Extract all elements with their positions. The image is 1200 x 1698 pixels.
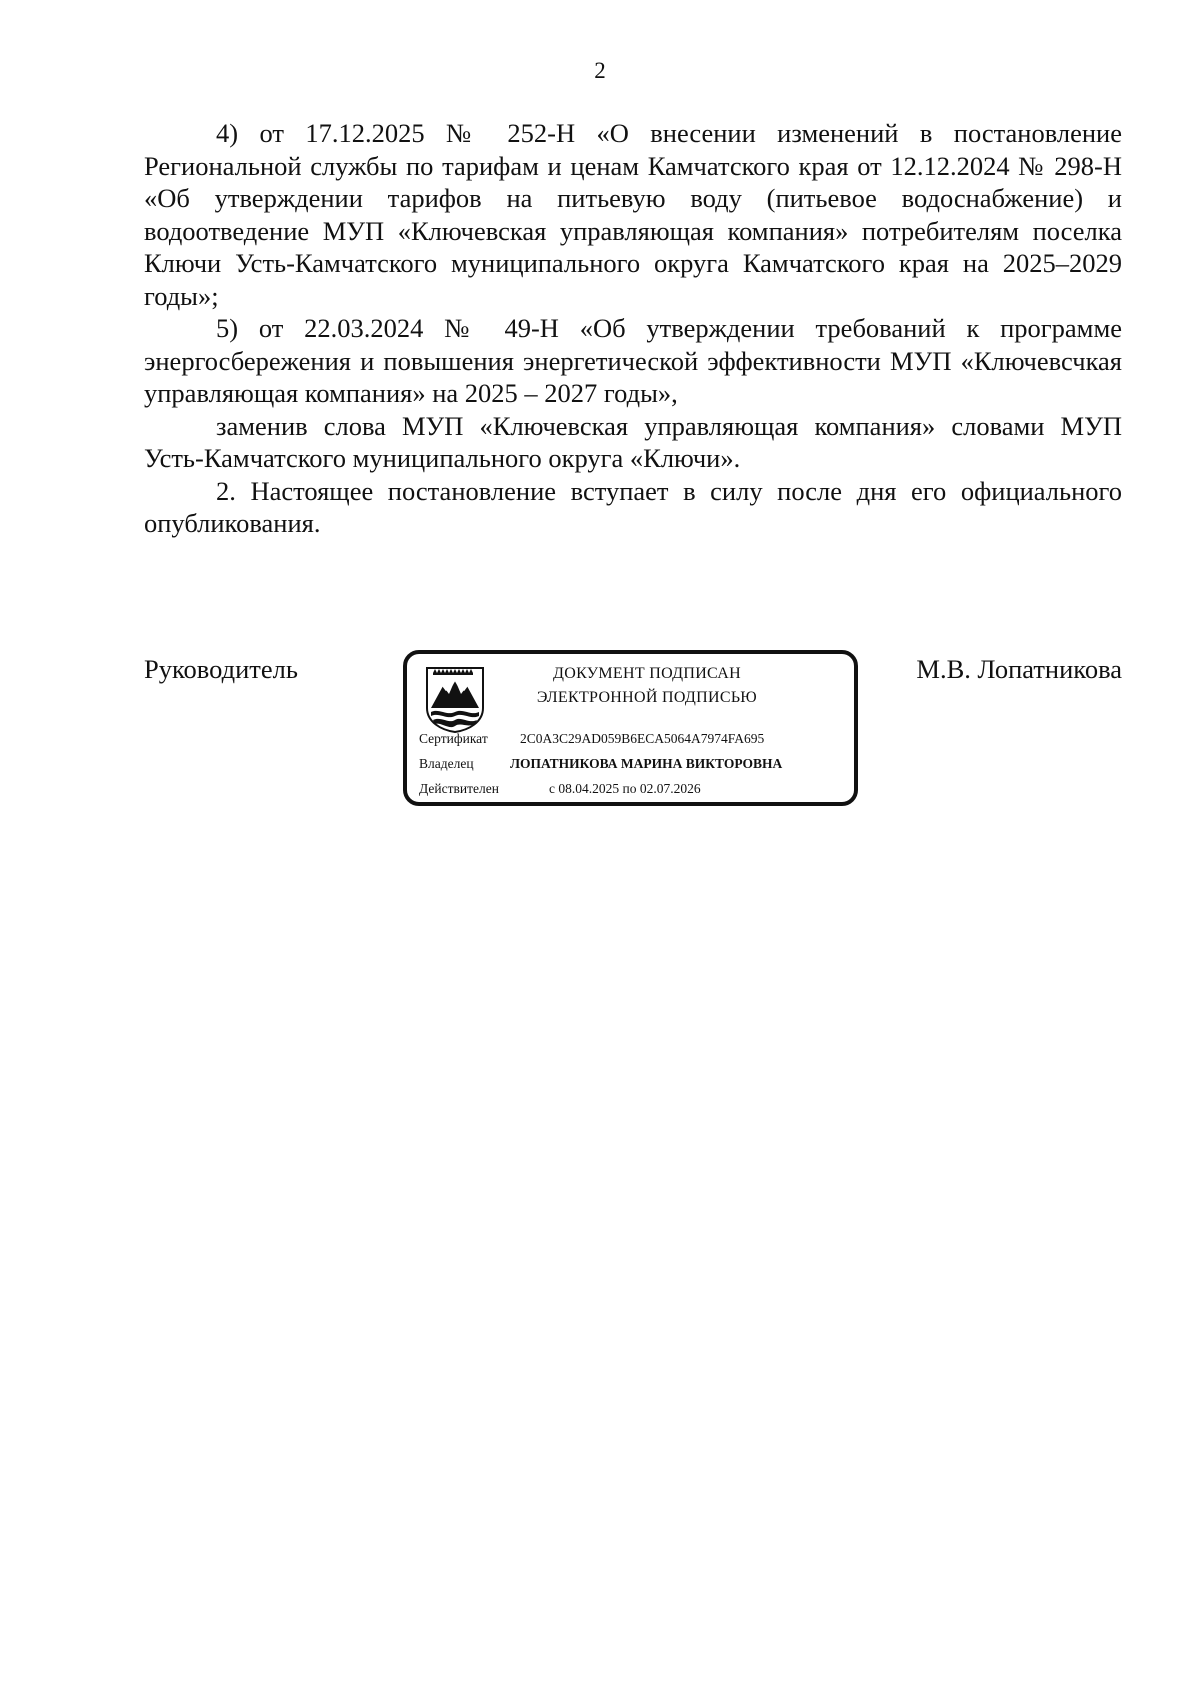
owner-label: Владелец [419,756,474,771]
paragraph-item-5: 5) от 22.03.2024 № 49-Н «Об утверждении требований к программе энергосбережения и повышения энергетической эффективности МУП «Ключевсчкая управляющая компания» на 2025 – 2027 годы», [144,313,1122,408]
owner-value: ЛОПАТНИКОВА МАРИНА ВИКТОРОВНА [510,756,783,771]
certificate-value: 2C0A3C29AD059B6ECA5064A7974FA695 [520,731,765,746]
valid-label: Действителен [419,781,499,796]
paragraph-effective-date: 2. Настоящее постановление вступает в силу после дня его официального опубликования. [144,475,1122,538]
document-body [144,117,1122,540]
stamp-owner-row [419,756,783,772]
kamchatka-coat-of-arms-icon [423,664,487,734]
stamp-certificate-row [419,731,765,747]
stamp-title-line2: ЭЛЕКТРОННОЙ ПОДПИСЬЮ [536,689,758,706]
signer-position: Руководитель [144,654,298,684]
stamp-validity-row [419,781,701,797]
valid-value: с 08.04.2025 по 02.07.2026 [549,781,701,796]
signer-name: М.В. Лопатникова [916,654,1122,684]
paragraph-replacement: заменив слова МУП «Ключевская управляющая компания» словами МУП Усть-Камчатского муниципального округа «Ключи». [144,410,1122,473]
certificate-label: Сертификат [419,731,488,746]
electronic-signature-stamp [403,650,858,806]
stamp-title-line1: ДОКУМЕНТ ПОДПИСАН [553,665,741,682]
page-number: 2 [594,58,606,83]
paragraph-item-4: 4) от 17.12.2025 № 252-Н «О внесении изменений в постановление Региональной службы по тарифам и ценам Камчатского края от 12.12.2024 № 298-Н «Об утверждении тарифов на питьевую воду (питьевое водоснабжение) и водоотведение МУП «Ключевская управляющая компания» потребителям поселка Ключи Усть-Камчатского муниципального округа Камчатского края на 2025–2029 годы»; [144,118,1122,311]
